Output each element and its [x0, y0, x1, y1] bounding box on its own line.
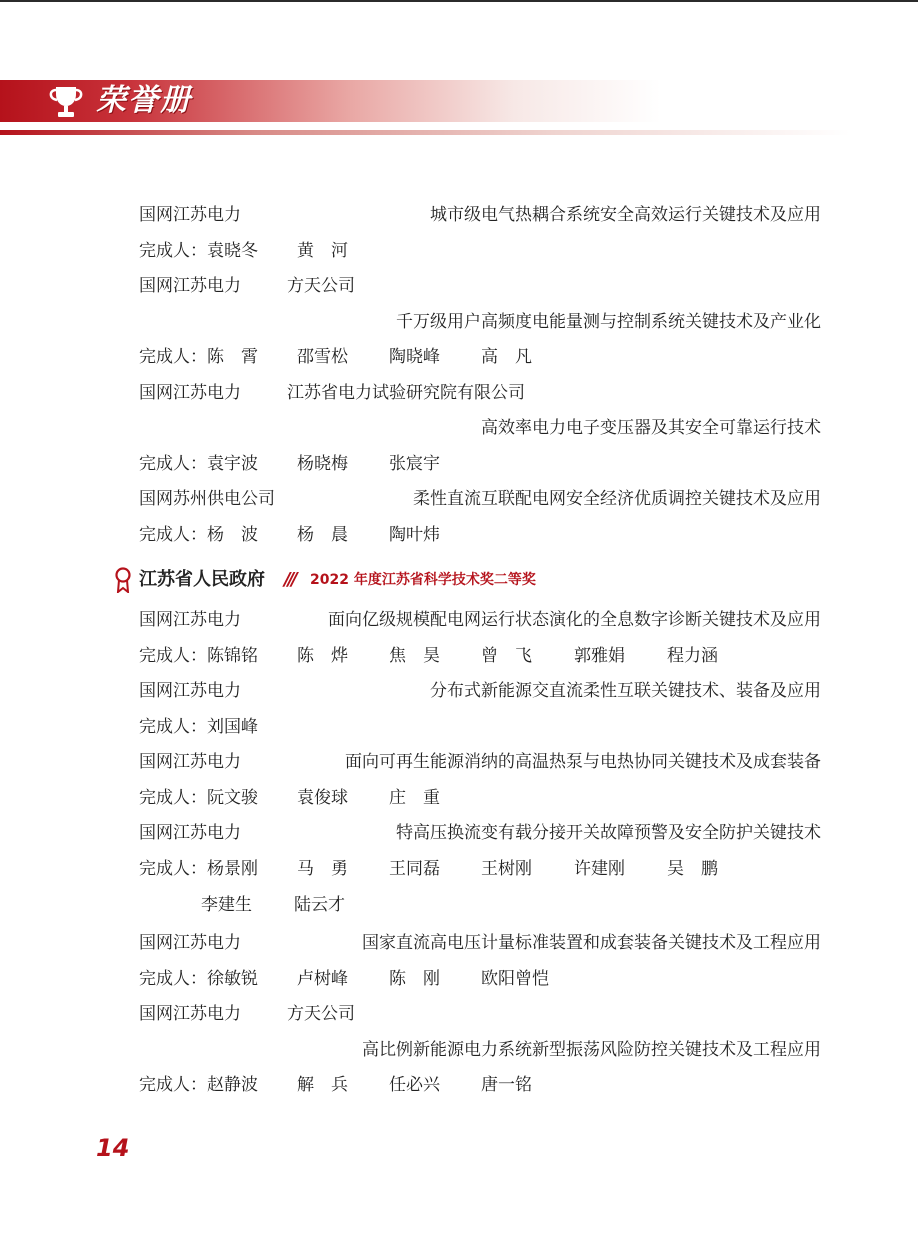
entry-members-line — [139, 642, 821, 670]
entry-org-line — [139, 485, 821, 513]
project-title: 千万级用户高频度电能量测与控制系统关键技术及产业化 — [396, 312, 821, 332]
entry-org-line — [139, 606, 821, 634]
member-name: 任必兴 — [389, 1075, 440, 1095]
entry-members-line — [139, 450, 821, 478]
org-name: 国网江苏电力 — [139, 205, 241, 225]
members-label: 完成人：陈 霄 — [139, 347, 258, 367]
members-label: 完成人：刘国峰 — [139, 717, 258, 737]
org-name: 国网江苏电力 — [139, 1004, 241, 1024]
member-name: 马 勇 — [297, 859, 348, 879]
org-name: 国网江苏电力 — [139, 610, 241, 630]
entry-members-line — [139, 965, 821, 993]
org-name: 国网江苏电力 — [139, 752, 241, 772]
top-rule — [0, 0, 918, 2]
org-name: 国网江苏电力 — [139, 681, 241, 701]
member-name: 杨晓梅 — [297, 454, 348, 474]
member-name: 吴 鹏 — [667, 859, 718, 879]
award-name: 2022 年度江苏省科学技术奖二等奖 — [310, 572, 536, 588]
member-name: 程力涵 — [667, 646, 718, 666]
org-name-secondary: 方天公司 — [287, 276, 355, 296]
members-label: 完成人：赵静波 — [139, 1075, 258, 1095]
member-name: 焦 昊 — [389, 646, 440, 666]
trophy-icon — [46, 84, 86, 120]
issuer-name: 江苏省人民政府 — [139, 569, 265, 590]
entry-org-line — [139, 748, 821, 776]
org-name-secondary: 方天公司 — [287, 1004, 355, 1024]
member-name: 解 兵 — [297, 1075, 348, 1095]
members-label: 完成人：杨景刚 — [139, 859, 258, 879]
members-label: 完成人：袁宇波 — [139, 454, 258, 474]
org-name: 国网江苏电力 — [139, 383, 241, 403]
member-name: 袁俊球 — [297, 788, 348, 808]
entry-members-line — [139, 784, 821, 812]
entry-org-line — [139, 1000, 821, 1028]
project-title: 城市级电气热耦合系统安全高效运行关键技术及应用 — [430, 205, 821, 225]
org-name: 国网江苏电力 — [139, 276, 241, 296]
project-title: 国家直流高电压计量标准装置和成套装备关键技术及工程应用 — [362, 933, 821, 953]
member-name: 陈 烨 — [297, 646, 348, 666]
header-title: 荣誉册 — [96, 83, 192, 118]
entry-members-line — [139, 521, 821, 549]
section-divider: /// — [284, 569, 295, 590]
member-name: 杨 晨 — [297, 525, 348, 545]
member-name: 许建刚 — [574, 859, 625, 879]
members-label: 完成人：袁晓冬 — [139, 241, 258, 261]
project-title: 高比例新能源电力系统新型振荡风险防控关键技术及工程应用 — [362, 1040, 821, 1060]
entry-members-line — [139, 713, 821, 741]
project-title: 面向亿级规模配电网运行状态演化的全息数字诊断关键技术及应用 — [328, 610, 821, 630]
members-label: 完成人：杨 波 — [139, 525, 258, 545]
member-name: 欧阳曾恺 — [481, 969, 549, 989]
member-name: 庄 重 — [389, 788, 440, 808]
project-title: 特高压换流变有载分接开关故障预警及安全防护关键技术 — [396, 823, 821, 843]
member-name: 曾 飞 — [481, 646, 532, 666]
entry-members-line — [139, 237, 821, 265]
member-name: 陶晓峰 — [389, 347, 440, 367]
members-label: 完成人：徐敏锐 — [139, 969, 258, 989]
entry-org-line — [139, 819, 821, 847]
member-name: 邵雪松 — [297, 347, 348, 367]
award-medal-icon — [114, 567, 132, 593]
entry-org-line — [139, 677, 821, 705]
member-name: 张宸宇 — [389, 454, 440, 474]
member-name: 陈 刚 — [389, 969, 440, 989]
member-name: 陶叶炜 — [389, 525, 440, 545]
entry-project-line — [139, 1036, 821, 1064]
entry-org-line — [139, 379, 821, 407]
entry-members-line — [139, 1071, 821, 1099]
member-name: 陆云才 — [294, 895, 345, 915]
org-name-secondary: 江苏省电力试验研究院有限公司 — [287, 383, 525, 403]
entry-members-line — [139, 855, 821, 883]
entry-project-line — [139, 414, 821, 442]
member-name: 唐一铭 — [481, 1075, 532, 1095]
members-label: 完成人：阮文骏 — [139, 788, 258, 808]
project-title: 分布式新能源交直流柔性互联关键技术、装备及应用 — [430, 681, 821, 701]
entry-org-line — [139, 929, 821, 957]
member-name: 王同磊 — [389, 859, 440, 879]
member-name: 李建生 — [201, 895, 252, 915]
section-heading — [114, 566, 814, 594]
entry-org-line — [139, 272, 821, 300]
member-name: 高 凡 — [481, 347, 532, 367]
org-name: 国网江苏电力 — [139, 823, 241, 843]
entry-org-line — [139, 201, 821, 229]
entry-project-line — [139, 308, 821, 336]
header-underline — [0, 130, 850, 135]
entry-members-line — [139, 891, 821, 919]
project-title: 柔性直流互联配电网安全经济优质调控关键技术及应用 — [413, 489, 821, 509]
page-number: 14 — [96, 1134, 130, 1162]
project-title: 面向可再生能源消纳的高温热泵与电热协同关键技术及成套装备 — [345, 752, 821, 772]
member-name: 卢树峰 — [297, 969, 348, 989]
member-name: 王树刚 — [481, 859, 532, 879]
entry-members-line — [139, 343, 821, 371]
org-name: 国网江苏电力 — [139, 933, 241, 953]
members-label: 完成人：陈锦铭 — [139, 646, 258, 666]
org-name: 国网苏州供电公司 — [139, 489, 275, 509]
project-title: 高效率电力电子变压器及其安全可靠运行技术 — [481, 418, 821, 438]
member-name: 郭雅娟 — [574, 646, 625, 666]
member-name: 黄 河 — [297, 241, 348, 261]
